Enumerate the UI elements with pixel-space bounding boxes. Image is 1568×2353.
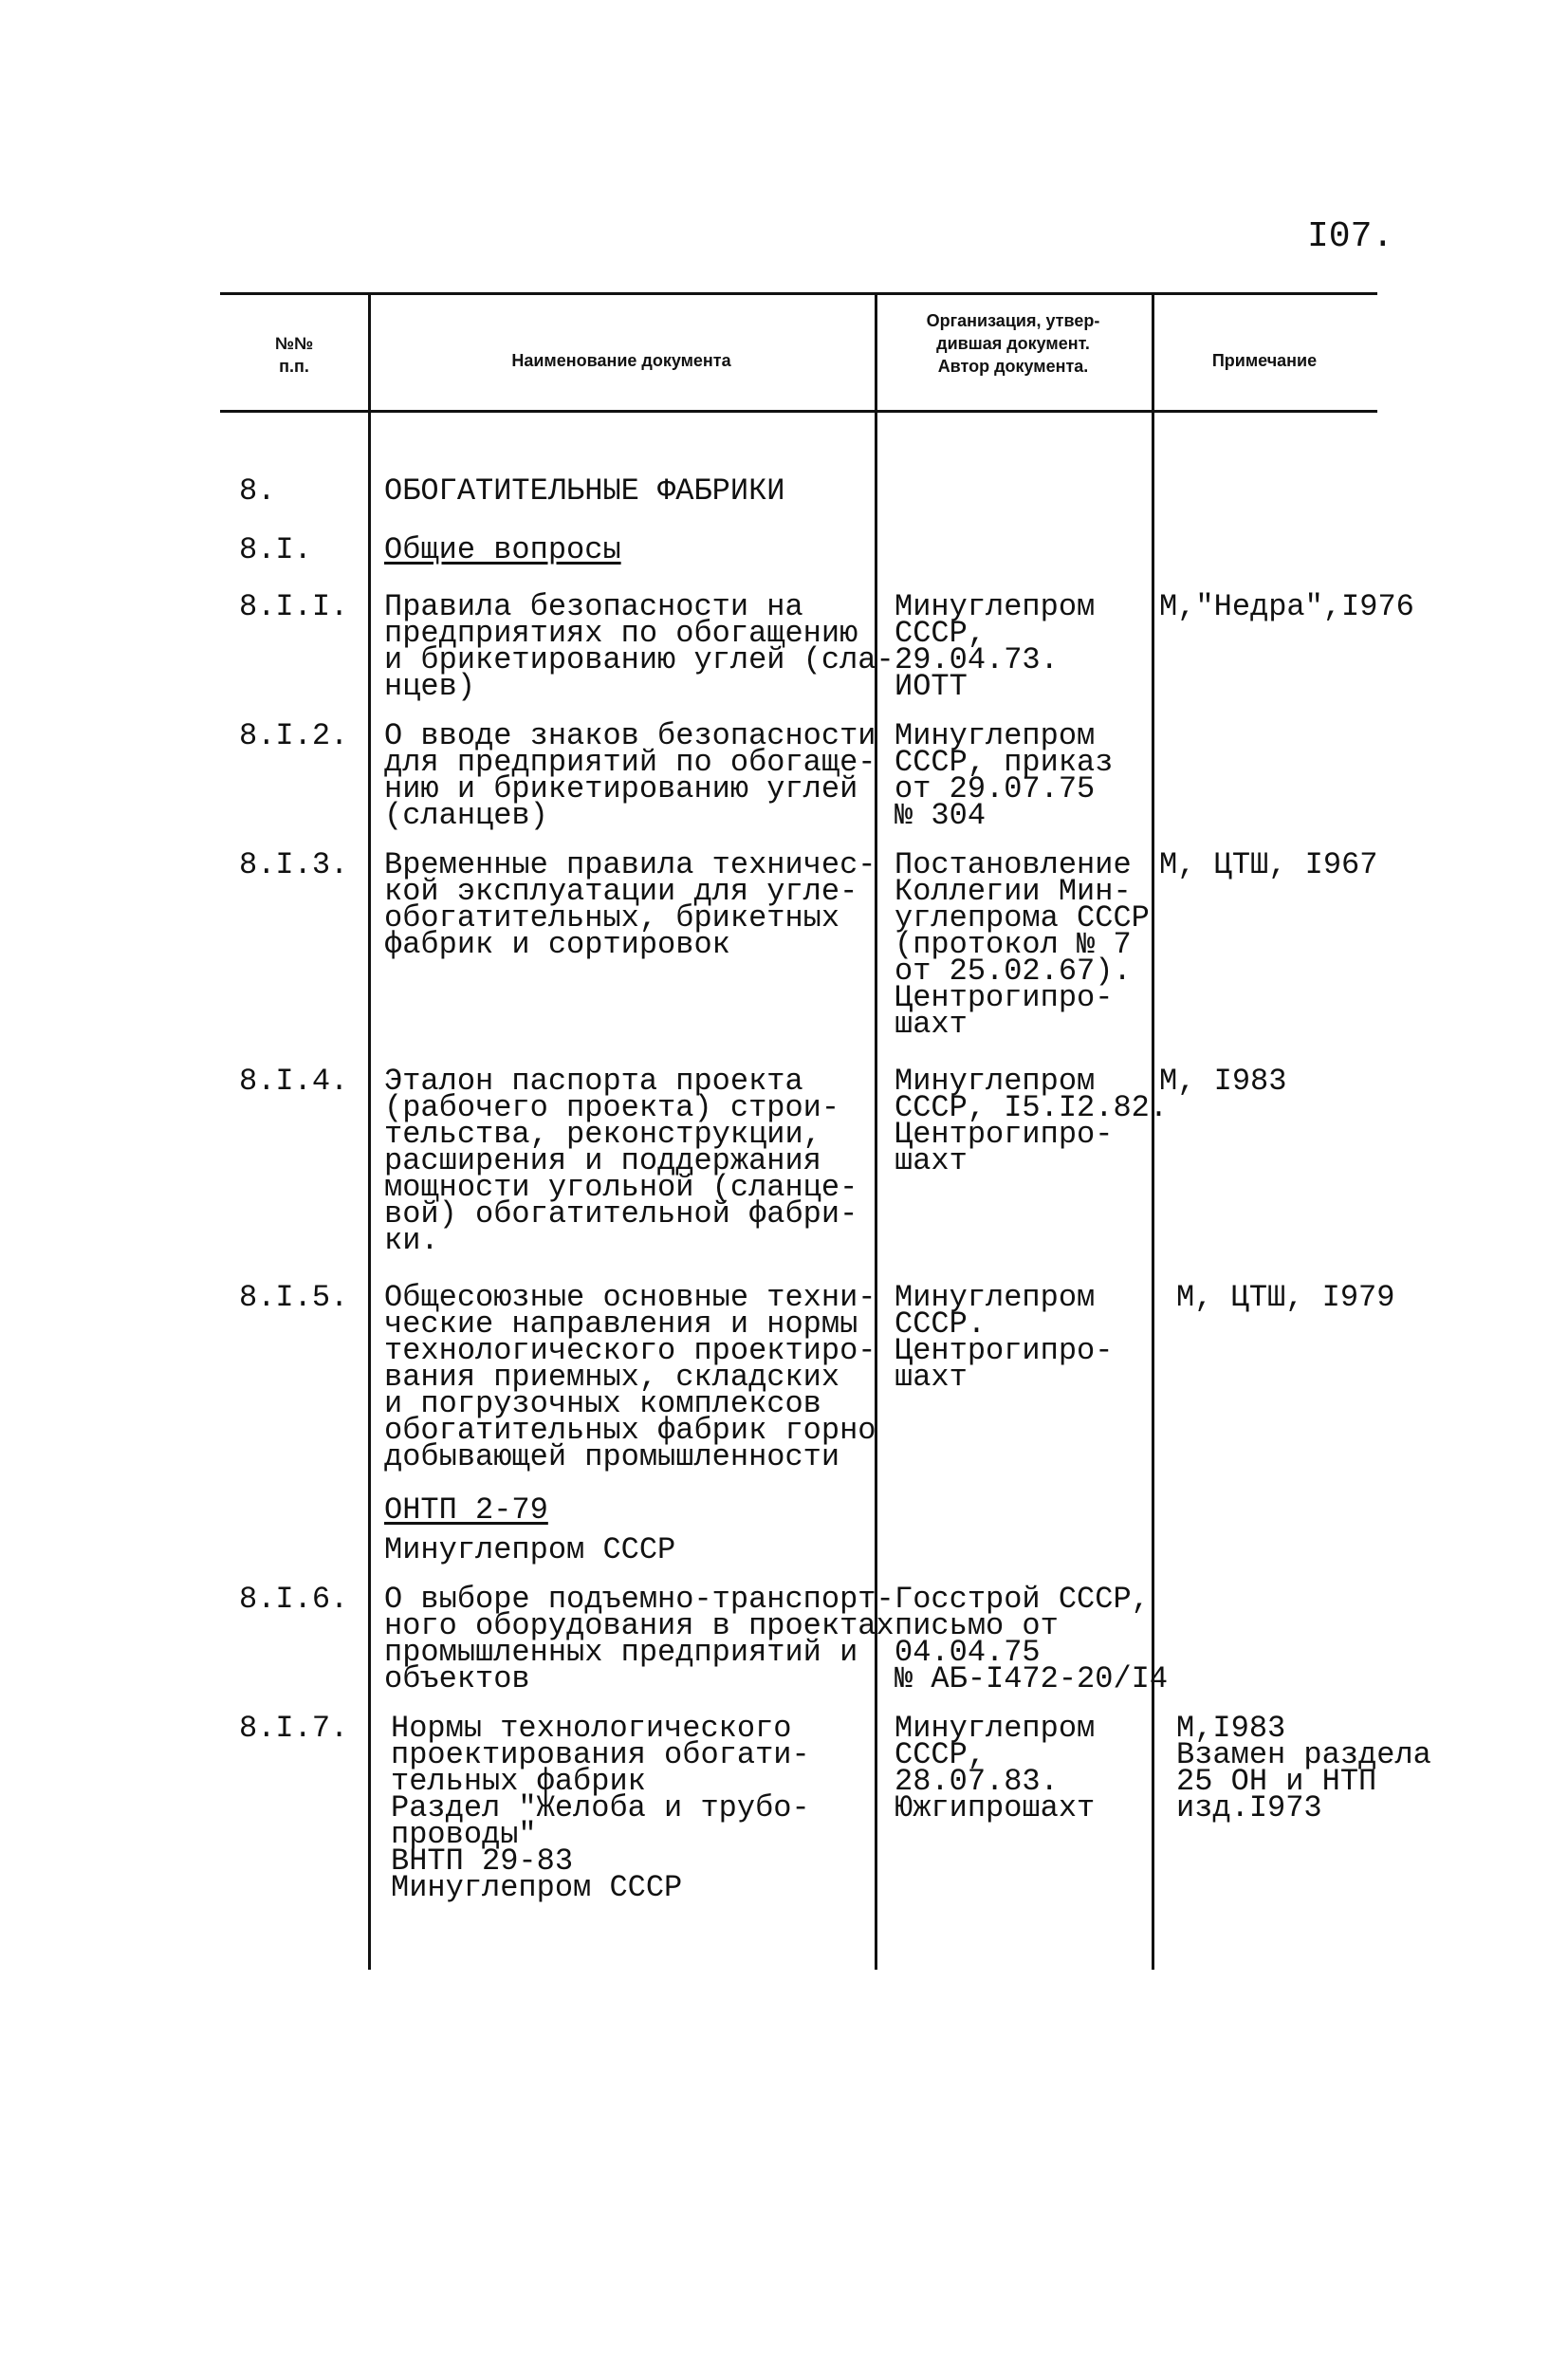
- row-7-name: Нормы технологического проектирования обогати- тельных фабрик Раздел "Желоба и трубо- проводы" ВНТП 29-83 Минуглепром СССР: [391, 1711, 810, 1905]
- header-org: Организация, утвер- дившая документ. Автор документа.: [926, 311, 1100, 376]
- page-number: I07.: [1307, 216, 1394, 257]
- row-1-num: 8.I.I.: [239, 589, 349, 624]
- section-title: ОБОГАТИТЕЛЬНЫЕ ФАБРИКИ: [384, 473, 785, 509]
- row-3-num: 8.I.3.: [239, 847, 349, 882]
- header-name: Наименование документа: [511, 351, 731, 370]
- row-3-org: Постановление Коллегии Мин- углепрома СССР (протокол № 7 от 25.02.67). Центрогипро- шахт: [895, 847, 1150, 1042]
- row-4-org: Минуглепром СССР, I5.I2.82. Центрогипро- шахт: [895, 1064, 1169, 1178]
- row-2-name: О вводе знаков безопасности для предприятий по обогаще- нию и брикетированию углей (сланцев): [384, 718, 876, 833]
- row-2-num: 8.I.2.: [239, 718, 349, 753]
- row-5-num: 8.I.5.: [239, 1280, 349, 1315]
- row-7-org: Минуглепром СССР, 28.07.83. Южгипрошахт: [895, 1711, 1096, 1825]
- column-divider-1: [368, 292, 371, 1970]
- row-6-num: 8.I.6.: [239, 1582, 349, 1617]
- row-5-name: Общесоюзные основные техни- ческие направления и нормы технологического проектиро- вания приемных, складских и погрузочных комплексов обогатительных фабрик горно добывающей промышленности: [384, 1280, 876, 1474]
- header-bottom-rule: [220, 410, 1377, 413]
- row-4-name: Эталон паспорта проекта (рабочего проекта) строи- тельства, реконструкции, расширения и поддержания мощности угольной (сланце- вой) обогатительной фабри- ки.: [384, 1064, 858, 1258]
- row-6-org: Госстрой СССР, письмо от 04.04.75 № АБ-I472-20/I4: [895, 1582, 1169, 1696]
- row-5-standard: ОНТП 2-79: [384, 1492, 548, 1528]
- row-7-note: М,I983 Взамен раздела 25 ОН и НТП изд.I973: [1176, 1711, 1431, 1825]
- row-5-note: М, ЦТШ, I979: [1176, 1280, 1395, 1315]
- row-3-name: Временные правила техничес- кой эксплуатации для угле- обогатительных, брикетных фабрик и сортировок: [384, 847, 876, 962]
- table-top-rule: [220, 292, 1377, 295]
- row-2-org: Минуглепром СССР, приказ от 29.07.75 № 304: [895, 718, 1114, 833]
- row-4-note: М, I983: [1159, 1064, 1287, 1099]
- subsection-num: 8.I.: [239, 532, 312, 567]
- section-num: 8.: [239, 473, 276, 509]
- row-3-note: М, ЦТШ, I967: [1159, 847, 1378, 882]
- row-7-num: 8.I.7.: [239, 1711, 349, 1746]
- header-note: Примечание: [1211, 351, 1318, 370]
- row-5-ministry: Минуглепром СССР: [384, 1532, 676, 1567]
- column-divider-2: [875, 292, 877, 1970]
- row-6-name: О выборе подъемно-транспорт- ного оборудования в проектах промышленных предприятий и объектов: [384, 1582, 895, 1696]
- row-4-num: 8.I.4.: [239, 1064, 349, 1099]
- row-1-name: Правила безопасности на предприятиях по обогащению и брикетированию углей (сла- нцев): [384, 589, 895, 704]
- subsection-title: Общие вопросы: [384, 532, 621, 567]
- row-5-org: Минуглепром СССР. Центрогипро- шахт: [895, 1280, 1114, 1395]
- header-num: №№ п.п.: [274, 334, 314, 376]
- row-1-org: Минуглепром СССР, 29.04.73. ИОТТ: [895, 589, 1096, 704]
- row-1-note: М,"Недра",I976: [1159, 589, 1414, 624]
